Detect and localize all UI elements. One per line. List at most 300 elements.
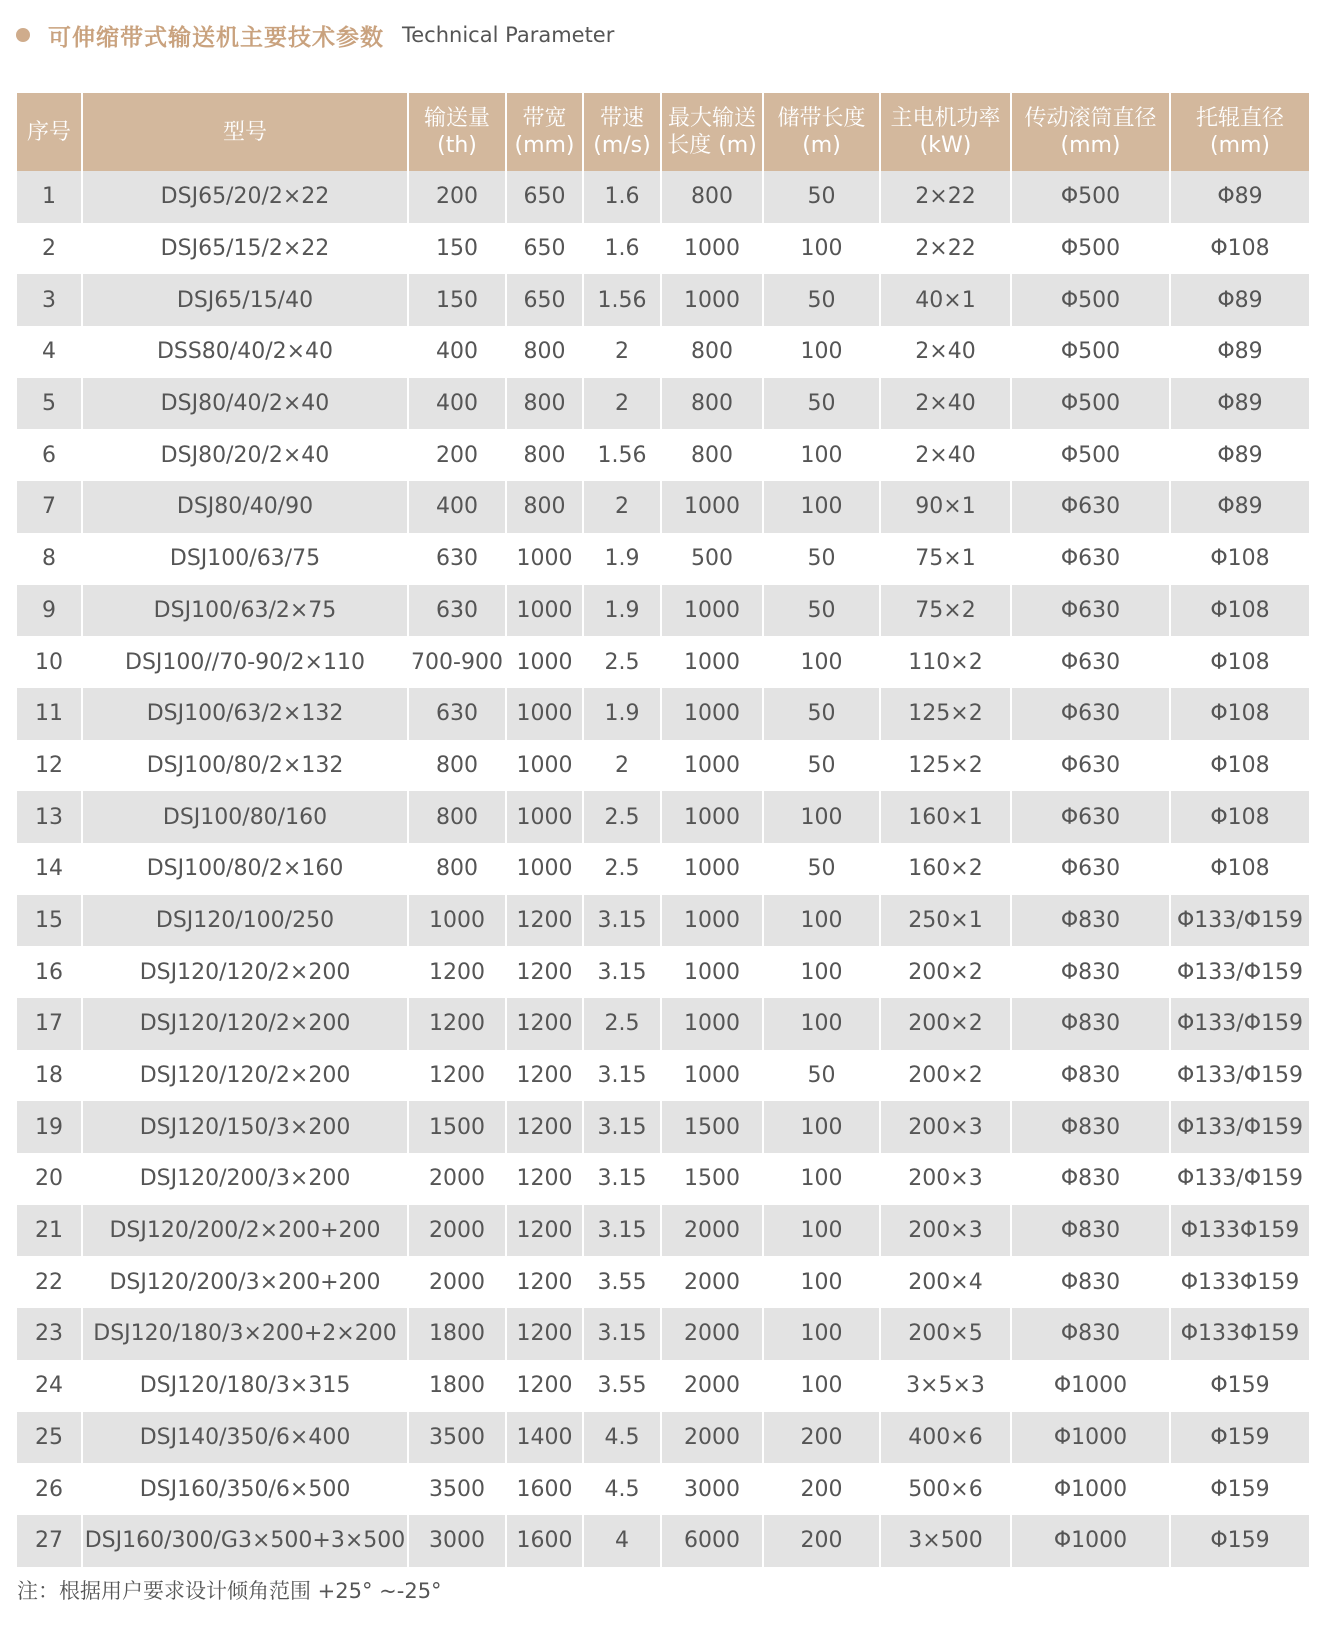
table-cell: 2.5 [584, 636, 662, 688]
table-cell: Φ108 [1171, 636, 1309, 688]
table-cell: 1.9 [584, 533, 662, 585]
table-cell: 1000 [662, 274, 764, 326]
table-cell: 3.15 [584, 1050, 662, 1102]
table-cell: Φ500 [1012, 378, 1171, 430]
table-cell: 1000 [662, 946, 764, 998]
table-cell: 17 [17, 998, 83, 1050]
table-cell: 800 [662, 429, 764, 481]
table-cell: Φ630 [1012, 481, 1171, 533]
table-cell: 1200 [507, 946, 584, 998]
table-cell: 2.5 [584, 843, 662, 895]
table-cell: 2×40 [881, 378, 1012, 430]
column-header-label: 输送量 [423, 106, 490, 131]
table-cell: 160×2 [881, 843, 1012, 895]
table-row [17, 636, 1309, 688]
table-cell: 1200 [409, 998, 507, 1050]
table-cell: 500×6 [881, 1463, 1012, 1515]
column-header-label: 储带长度 [777, 106, 866, 131]
table-cell: 1000 [662, 740, 764, 792]
table-cell: 1200 [507, 1256, 584, 1308]
table-cell: 2000 [662, 1360, 764, 1412]
table-cell: 4.5 [584, 1412, 662, 1464]
table-cell: 1800 [409, 1360, 507, 1412]
table-cell: 3.55 [584, 1256, 662, 1308]
table-cell: 200 [764, 1515, 881, 1567]
table-cell: 700-900 [409, 636, 507, 688]
column-header [1012, 93, 1171, 171]
table-cell: DSJ140/350/6×400 [83, 1412, 409, 1464]
table-cell: 2×22 [881, 223, 1012, 275]
table-cell: 25 [17, 1412, 83, 1464]
table-cell: 200×5 [881, 1308, 1012, 1360]
column-header [584, 93, 662, 171]
table-cell: 50 [764, 533, 881, 585]
table-cell: 26 [17, 1463, 83, 1515]
table-cell: 2 [584, 326, 662, 378]
table-cell: 21 [17, 1205, 83, 1257]
table-cell: DSJ100/80/160 [83, 791, 409, 843]
table-cell: 100 [764, 223, 881, 275]
table-row [17, 585, 1309, 637]
table-cell: DSJ100/80/2×132 [83, 740, 409, 792]
table-cell: Φ133Φ159 [1171, 1256, 1309, 1308]
table-cell: 100 [764, 946, 881, 998]
table-cell: Φ630 [1012, 843, 1171, 895]
table-cell: Φ500 [1012, 326, 1171, 378]
table-cell: 1600 [507, 1463, 584, 1515]
table-cell: 1200 [507, 1101, 584, 1153]
table-cell: 12 [17, 740, 83, 792]
table-cell: 1000 [507, 740, 584, 792]
column-header-label: 托辊直径 [1195, 106, 1284, 131]
table-cell: 2000 [409, 1205, 507, 1257]
table-cell: 400 [409, 326, 507, 378]
table-row [17, 740, 1309, 792]
table-cell: 3.15 [584, 1205, 662, 1257]
table-cell: Φ1000 [1012, 1360, 1171, 1412]
table-cell: Φ133Φ159 [1171, 1308, 1309, 1360]
column-header [83, 93, 409, 171]
table-row [17, 1463, 1309, 1515]
table-row [17, 533, 1309, 585]
table-cell: Φ830 [1012, 1205, 1171, 1257]
table-row [17, 429, 1309, 481]
table-cell: Φ89 [1171, 429, 1309, 481]
table-cell: 1000 [507, 533, 584, 585]
table-cell: 150 [409, 223, 507, 275]
table-cell: 800 [507, 326, 584, 378]
table-cell: 1500 [409, 1101, 507, 1153]
table-cell: 1000 [662, 688, 764, 740]
table-cell: 630 [409, 585, 507, 637]
table-row [17, 1101, 1309, 1153]
table-cell: 3.15 [584, 946, 662, 998]
table-cell: 200×3 [881, 1153, 1012, 1205]
table-cell: 800 [507, 378, 584, 430]
table-cell: 1000 [662, 481, 764, 533]
column-header [1171, 93, 1309, 171]
table-cell: 1200 [409, 946, 507, 998]
table-cell: 200×3 [881, 1101, 1012, 1153]
column-header [881, 93, 1012, 171]
table-cell: 2000 [409, 1256, 507, 1308]
table-cell: 400 [409, 481, 507, 533]
table-cell: Φ89 [1171, 481, 1309, 533]
table-cell: 50 [764, 740, 881, 792]
table-cell: 1000 [662, 636, 764, 688]
table-cell: 2 [584, 740, 662, 792]
table-cell: 50 [764, 1050, 881, 1102]
table-row [17, 1205, 1309, 1257]
table-cell: 800 [409, 740, 507, 792]
table-cell: Φ630 [1012, 636, 1171, 688]
table-cell: DSJ160/300/G3×500+3×500 [83, 1515, 409, 1567]
table-cell: 1800 [409, 1308, 507, 1360]
bullet-dot-icon [16, 28, 30, 42]
page-header [16, 18, 614, 52]
table-cell: Φ500 [1012, 274, 1171, 326]
table-cell: DSJ120/150/3×200 [83, 1101, 409, 1153]
column-header [764, 93, 881, 171]
table-cell: DSJ120/200/3×200+200 [83, 1256, 409, 1308]
table-cell: 1000 [662, 585, 764, 637]
table-cell: 1000 [507, 688, 584, 740]
table-cell: 11 [17, 688, 83, 740]
column-header-unit: 长度 (m) [667, 133, 757, 158]
table-cell: 1.9 [584, 688, 662, 740]
table-cell: 100 [764, 1101, 881, 1153]
table-cell: 3.15 [584, 1101, 662, 1153]
table-cell: 16 [17, 946, 83, 998]
table-cell: 14 [17, 843, 83, 895]
table-cell: 150 [409, 274, 507, 326]
table-cell: 6000 [662, 1515, 764, 1567]
table-cell: 110×2 [881, 636, 1012, 688]
table-cell: 1200 [507, 1050, 584, 1102]
table-cell: Φ133/Φ159 [1171, 946, 1309, 998]
table-cell: 2.5 [584, 791, 662, 843]
table-cell: 24 [17, 1360, 83, 1412]
table-cell: Φ630 [1012, 740, 1171, 792]
table-cell: 1200 [507, 1153, 584, 1205]
table-cell: Φ1000 [1012, 1412, 1171, 1464]
table-cell: 650 [507, 171, 584, 223]
table-cell: 1000 [507, 791, 584, 843]
table-cell: 1500 [662, 1153, 764, 1205]
table-cell: 100 [764, 1153, 881, 1205]
column-header [17, 93, 83, 171]
table-cell: 250×1 [881, 895, 1012, 947]
table-cell: 125×2 [881, 740, 1012, 792]
table-cell: 100 [764, 791, 881, 843]
table-cell: Φ159 [1171, 1463, 1309, 1515]
table-cell: 50 [764, 688, 881, 740]
table-cell: 27 [17, 1515, 83, 1567]
table-row [17, 946, 1309, 998]
table-cell: 125×2 [881, 688, 1012, 740]
table-cell: 1600 [507, 1515, 584, 1567]
table-cell: 200×4 [881, 1256, 1012, 1308]
column-header-unit: (m) [802, 133, 841, 158]
table-cell: 1200 [409, 1050, 507, 1102]
table-cell: 800 [409, 843, 507, 895]
table-cell: 50 [764, 585, 881, 637]
table-cell: 50 [764, 378, 881, 430]
table-cell: DSJ65/20/2×22 [83, 171, 409, 223]
table-cell: DSJ160/350/6×500 [83, 1463, 409, 1515]
footnote: 注：根据用户要求设计倾角范围 +25° ~-25° [17, 1579, 442, 1603]
table-cell: DSJ120/100/250 [83, 895, 409, 947]
table-cell: 1 [17, 171, 83, 223]
table-cell: 4.5 [584, 1463, 662, 1515]
table-cell: 800 [662, 171, 764, 223]
table-cell: 1.6 [584, 171, 662, 223]
table-cell: Φ830 [1012, 1050, 1171, 1102]
table-cell: Φ159 [1171, 1515, 1309, 1567]
table-cell: 1200 [507, 1205, 584, 1257]
table-cell: Φ630 [1012, 533, 1171, 585]
table-cell: 800 [409, 791, 507, 843]
table-cell: 1000 [662, 791, 764, 843]
table-cell: Φ133/Φ159 [1171, 1101, 1309, 1153]
column-header-label: 最大输送 [667, 106, 756, 131]
column-header-label: 带宽 [522, 106, 567, 131]
table-cell: DSJ120/120/2×200 [83, 1050, 409, 1102]
table-cell: Φ830 [1012, 1256, 1171, 1308]
table-cell: Φ108 [1171, 223, 1309, 275]
table-cell: 2 [584, 481, 662, 533]
column-header-unit: (th) [437, 133, 477, 158]
table-cell: Φ830 [1012, 1153, 1171, 1205]
column-header [507, 93, 584, 171]
table-cell: 2000 [662, 1308, 764, 1360]
table-cell: DSJ100/80/2×160 [83, 843, 409, 895]
table-cell: DSJ80/20/2×40 [83, 429, 409, 481]
table-cell: 3000 [662, 1463, 764, 1515]
table-row [17, 171, 1309, 223]
table-cell: Φ1000 [1012, 1515, 1171, 1567]
table-cell: 100 [764, 895, 881, 947]
table-cell: 3.15 [584, 895, 662, 947]
column-header-label: 带速 [599, 106, 644, 131]
table-cell: Φ630 [1012, 585, 1171, 637]
column-header-label: 型号 [222, 119, 267, 145]
page-subtitle: Technical Parameter [402, 23, 615, 47]
table-cell: Φ630 [1012, 791, 1171, 843]
table-cell: Φ630 [1012, 688, 1171, 740]
table-cell: 100 [764, 1360, 881, 1412]
table-cell: Φ500 [1012, 171, 1171, 223]
table-cell: DSJ120/180/3×315 [83, 1360, 409, 1412]
table-cell: 2.5 [584, 998, 662, 1050]
table-cell: 160×1 [881, 791, 1012, 843]
table-cell: 800 [507, 429, 584, 481]
table-cell: 3500 [409, 1412, 507, 1464]
column-header-label: 主电机功率 [890, 106, 1001, 131]
table-cell: 7 [17, 481, 83, 533]
table-cell: 1000 [507, 585, 584, 637]
table-cell: DSJ80/40/2×40 [83, 378, 409, 430]
table-row [17, 1360, 1309, 1412]
table-cell: 1000 [409, 895, 507, 947]
table-cell: 1000 [662, 223, 764, 275]
table-cell: 1000 [662, 1050, 764, 1102]
table-cell: 2 [17, 223, 83, 275]
table-cell: DSJ120/120/2×200 [83, 946, 409, 998]
table-cell: 1.9 [584, 585, 662, 637]
table-row [17, 1412, 1309, 1464]
table-cell: Φ159 [1171, 1360, 1309, 1412]
table-cell: 100 [764, 1308, 881, 1360]
table-cell: Φ133/Φ159 [1171, 998, 1309, 1050]
table-row [17, 998, 1309, 1050]
table-row [17, 688, 1309, 740]
table-header [17, 93, 1309, 171]
table-cell: Φ133/Φ159 [1171, 1153, 1309, 1205]
table-row [17, 843, 1309, 895]
table-row [17, 274, 1309, 326]
table-cell: 630 [409, 688, 507, 740]
table-cell: DSJ100/63/75 [83, 533, 409, 585]
table-cell: 19 [17, 1101, 83, 1153]
table-cell: 9 [17, 585, 83, 637]
column-header-label: 序号 [26, 119, 71, 145]
table-cell: 6 [17, 429, 83, 481]
table-cell: 20 [17, 1153, 83, 1205]
table-cell: 1000 [507, 843, 584, 895]
table-row [17, 791, 1309, 843]
table-cell: 50 [764, 171, 881, 223]
table-cell: Φ159 [1171, 1412, 1309, 1464]
table-cell: DSJ120/120/2×200 [83, 998, 409, 1050]
table-cell: 650 [507, 223, 584, 275]
table-cell: 1000 [662, 843, 764, 895]
table-cell: DSJ120/180/3×200+2×200 [83, 1308, 409, 1360]
table-cell: DSJ65/15/40 [83, 274, 409, 326]
table-cell: DSJ100//70-90/2×110 [83, 636, 409, 688]
table-cell: Φ89 [1171, 274, 1309, 326]
table-cell: 3500 [409, 1463, 507, 1515]
table-cell: 1000 [662, 998, 764, 1050]
table-cell: 630 [409, 533, 507, 585]
table-cell: 200 [764, 1412, 881, 1464]
table-cell: 1200 [507, 1308, 584, 1360]
table-cell: Φ108 [1171, 843, 1309, 895]
table-cell: 1200 [507, 1360, 584, 1412]
table-cell: DSS80/40/2×40 [83, 326, 409, 378]
table-cell: Φ133/Φ159 [1171, 895, 1309, 947]
table-cell: Φ500 [1012, 223, 1171, 275]
table-cell: 3.55 [584, 1360, 662, 1412]
table-cell: 800 [507, 481, 584, 533]
table-cell: DSJ80/40/90 [83, 481, 409, 533]
table-cell: 200 [409, 171, 507, 223]
table-cell: Φ830 [1012, 1308, 1171, 1360]
table-cell: 22 [17, 1256, 83, 1308]
table-cell: 5 [17, 378, 83, 430]
table-cell: Φ830 [1012, 1101, 1171, 1153]
table-cell: 1.56 [584, 429, 662, 481]
table-cell: 400 [409, 378, 507, 430]
column-header-unit: (m/s) [593, 133, 651, 158]
table-cell: 1200 [507, 895, 584, 947]
table-cell: Φ830 [1012, 998, 1171, 1050]
table-cell: 90×1 [881, 481, 1012, 533]
table-cell: 3×500 [881, 1515, 1012, 1567]
table-cell: 2000 [662, 1205, 764, 1257]
table-cell: 100 [764, 326, 881, 378]
table-cell: 200 [409, 429, 507, 481]
table-cell: 2×40 [881, 326, 1012, 378]
table-cell: 100 [764, 1256, 881, 1308]
table-cell: 800 [662, 378, 764, 430]
table-cell: 650 [507, 274, 584, 326]
table-cell: Φ830 [1012, 895, 1171, 947]
table-cell: 8 [17, 533, 83, 585]
table-cell: DSJ100/63/2×75 [83, 585, 409, 637]
table-cell: 40×1 [881, 274, 1012, 326]
table-row [17, 895, 1309, 947]
column-header-unit: (mm) [1060, 133, 1121, 158]
table-cell: Φ89 [1171, 378, 1309, 430]
table-cell: 100 [764, 998, 881, 1050]
table-cell: 1500 [662, 1101, 764, 1153]
column-header-unit: (mm) [1209, 133, 1271, 158]
table-cell: DSJ120/200/3×200 [83, 1153, 409, 1205]
column-header-label: 传动滚筒直径 [1024, 106, 1157, 131]
table-cell: Φ133Φ159 [1171, 1205, 1309, 1257]
table-row [17, 223, 1309, 275]
table-cell: 100 [764, 636, 881, 688]
column-header [662, 93, 764, 171]
table-row [17, 481, 1309, 533]
table-cell: Φ89 [1171, 326, 1309, 378]
table-cell: 10 [17, 636, 83, 688]
table-cell: Φ108 [1171, 688, 1309, 740]
table-body [17, 171, 1309, 1567]
table-cell: 2000 [409, 1153, 507, 1205]
table-row [17, 1153, 1309, 1205]
table-cell: 100 [764, 481, 881, 533]
table-cell: 2×40 [881, 429, 1012, 481]
technical-parameter-table [17, 93, 1309, 1567]
table-cell: 2000 [662, 1412, 764, 1464]
table-cell: Φ108 [1171, 533, 1309, 585]
table-cell: 1400 [507, 1412, 584, 1464]
table-cell: Φ1000 [1012, 1463, 1171, 1515]
table-row [17, 1050, 1309, 1102]
table-cell: 1000 [662, 895, 764, 947]
table-cell: 75×1 [881, 533, 1012, 585]
table-cell: 100 [764, 429, 881, 481]
table-header-row [17, 93, 1309, 171]
table-cell: Φ500 [1012, 429, 1171, 481]
table-cell: 200 [764, 1463, 881, 1515]
table-cell: DSJ100/63/2×132 [83, 688, 409, 740]
table-cell: Φ108 [1171, 585, 1309, 637]
table-cell: Φ89 [1171, 171, 1309, 223]
table-cell: 800 [662, 326, 764, 378]
table-cell: DSJ65/15/2×22 [83, 223, 409, 275]
table-cell: 15 [17, 895, 83, 947]
table-cell: 23 [17, 1308, 83, 1360]
table-cell: Φ133/Φ159 [1171, 1050, 1309, 1102]
table-row [17, 1308, 1309, 1360]
page-title: 可伸缩带式输送机主要技术参数 [48, 24, 384, 51]
table-cell: 1.56 [584, 274, 662, 326]
table-cell: 18 [17, 1050, 83, 1102]
table-cell: 3.15 [584, 1308, 662, 1360]
